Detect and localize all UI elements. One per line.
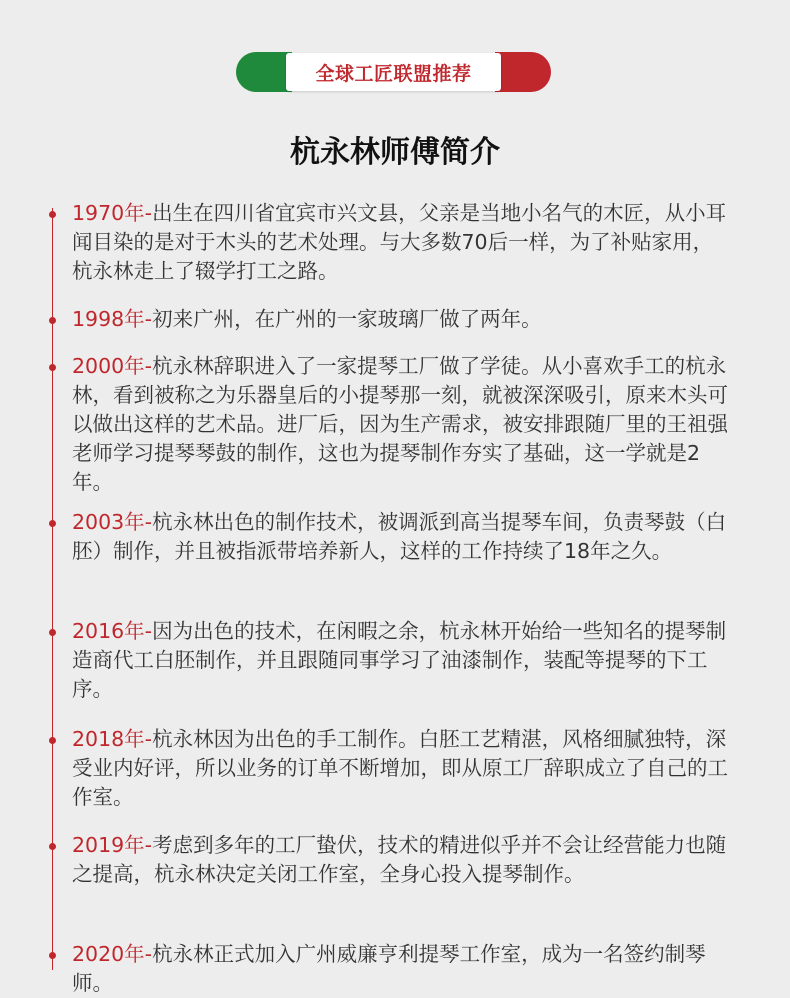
timeline-entry-2016: [72, 617, 732, 704]
timeline-dot: [49, 843, 56, 850]
entry-year: 1970年-: [72, 201, 153, 225]
timeline-entry-2018: [72, 725, 732, 812]
timeline-dot: [49, 952, 56, 959]
entry-year: 2020年-: [72, 942, 153, 966]
entry-text: 出生在四川省宜宾市兴文县，父亲是当地小名气的木匠，从小耳闻目染的是对于木头的艺术处理。与大多数70后一样，为了补贴家用，杭永林走上了辍学打工之路。: [72, 201, 727, 283]
entry-year: 2018年-: [72, 727, 153, 751]
entry-text: 杭永林因为出色的手工制作。白胚工艺精湛，风格细腻独特，深受业内好评，所以业务的订单不断增加，即从原工厂辞职成立了自己的工作室。: [72, 727, 728, 809]
entry-text: 考虑到多年的工厂蛰伏，技术的精进似乎并不会让经营能力也随之提高，杭永林决定关闭工作室，全身心投入提琴制作。: [72, 833, 727, 886]
entry-year: 1998年-: [72, 307, 153, 331]
entry-text: 杭永林正式加入广州威廉亨利提琴工作室，成为一名签约制琴师。: [72, 942, 706, 995]
entry-year: 2003年-: [72, 510, 153, 534]
entry-text: 杭永林出色的制作技术，被调派到高当提琴车间，负责琴鼓（白胚）制作，并且被指派带培养新人，这样的工作持续了18年之久。: [72, 510, 727, 563]
page-title: 杭永林师傅简介: [290, 135, 500, 170]
banner-label-box: [286, 53, 501, 91]
banner-label: 全球工匠联盟推荐: [315, 62, 472, 85]
entry-text: 初来广州，在广州的一家玻璃厂做了两年。: [152, 307, 542, 331]
entry-year: 2000年-: [72, 354, 153, 378]
timeline-dot: [49, 364, 56, 371]
entry-text: 因为出色的技术，在闲暇之余，杭永林开始给一些知名的提琴制造商代工白胚制作，并且跟随同事学习了油漆制作，装配等提琴的下工序。: [72, 619, 727, 701]
timeline-entry-2000: [72, 352, 732, 497]
timeline-dot: [49, 317, 56, 324]
timeline-dot: [49, 520, 56, 527]
timeline-entry-2020: [72, 940, 732, 998]
timeline-entry-1998: [72, 305, 732, 334]
timeline-dot: [49, 629, 56, 636]
timeline-entry-2019: [72, 831, 732, 889]
banner-green-cap: [236, 52, 292, 92]
timeline-dot: [49, 211, 56, 218]
timeline-entry-1970: [72, 199, 732, 286]
timeline-entry-2003: [72, 508, 732, 566]
entry-year: 2016年-: [72, 619, 153, 643]
entry-text: 杭永林辞职进入了一家提琴工厂做了学徒。从小喜欢手工的杭永林，看到被称之为乐器皇后的小提琴那一刻，就被深深吸引，原来木头可以做出这样的艺术品。进厂后，因为生产需求，被安排跟随厂里的王祖强老师学习提琴琴鼓的制作，这也为提琴制作夯实了基础，这一学就是2年。: [72, 354, 728, 494]
banner-red-cap: [495, 52, 551, 92]
recommendation-banner: [236, 52, 551, 92]
timeline-dot: [49, 737, 56, 744]
entry-year: 2019年-: [72, 833, 153, 857]
